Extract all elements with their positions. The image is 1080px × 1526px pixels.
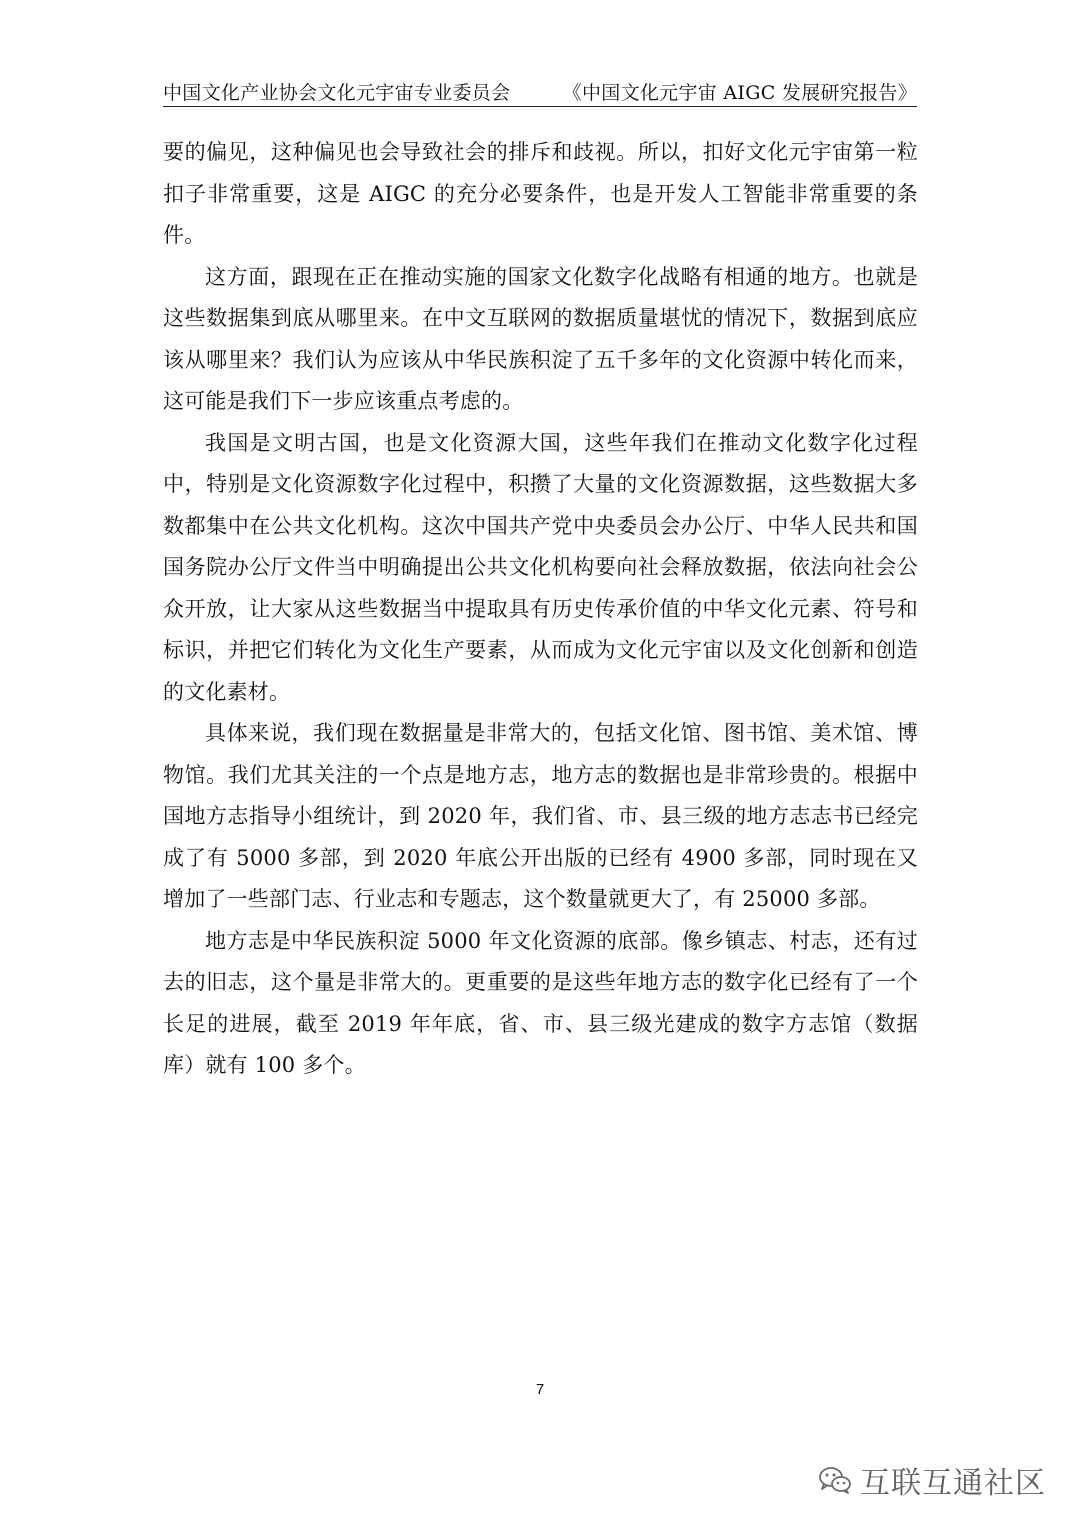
paragraph: 具体来说，我们现在数据量是非常大的，包括文化馆、图书馆、美术馆、博物馆。我们尤其关注的一个点是地方志，地方志的数据也是非常珍贵的。根据中国地方志指导小组统计，到 2020 年，我们省、市、县三级的地方志志书已经完成了有 5000 多部，到 2020 年底公开出版的已经有 4900 多部，同时现在又增加了一些部门志、行业志和专题志，这个数量就更大了，有 25000 多部。 [163,721,918,911]
page-number: 7 [535,1381,545,1398]
page-header [163,76,917,107]
paragraph: 地方志是中华民族积淀 5000 年文化资源的底部。像乡镇志、村志，还有过去的旧志，这个量是非常大的。更重要的是这些年地方志的数字化已经有了一个长足的进展，截至 2019 年年底，省、市、县三级光建成的数字方志馆（数据库）就有 100 多个。 [163,928,918,1077]
header-organization: 中国文化产业协会文化元宇宙专业委员会 [163,82,511,104]
paragraph: 我国是文明古国，也是文化资源大国，这些年我们在推动文化数字化过程中，特别是文化资源数字化过程中，积攒了大量的文化资源数据，这些数据大多数都集中在公共文化机构。这次中国共产党中央委员会办公厅、中华人民共和国国务院办公厅文件当中明确提出公共文化机构要向社会释放数据，依法向社会公众开放，让大家从这些数据当中提取具有历史传承价值的中华文化元素、符号和标识，并把它们转化为文化生产要素，从而成为文化元宇宙以及文化创新和创造的文化素材。 [163,430,918,704]
wechat-icon [818,1465,852,1495]
body-text [163,132,918,1087]
paragraph-continued: 要的偏见，这种偏见也会导致社会的排斥和歧视。所以，扣好文化元宇宙第一粒扣子非常重要，这是 AIGC 的充分必要条件，也是开发人工智能非常重要的条件。 [163,140,918,247]
header-report-title: 《中国文化元宇宙 AIGC 发展研究报告》 [562,82,917,104]
paragraph: 这方面，跟现在正在推动实施的国家文化数字化战略有相通的地方。也就是这些数据集到底从哪里来。在中文互联网的数据质量堪忧的情况下，数据到底应该从哪里来？我们认为应该从中华民族积淀了五千多年的文化资源中转化而来，这可能是我们下一步应该重点考虑的。 [163,264,918,413]
watermark-text: 互联互通社区 [860,1466,1046,1501]
watermark [818,1460,1046,1500]
